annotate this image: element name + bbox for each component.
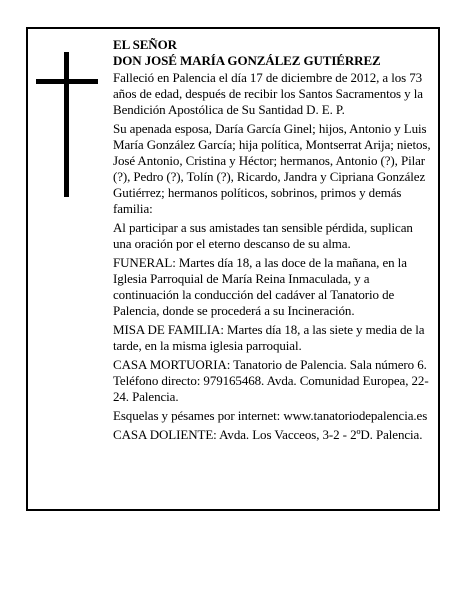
obituary-heading: EL SEÑOR: [113, 37, 177, 52]
family-paragraph: Su apenada esposa, Daría García Ginel; hijos, Antonio y Luis María González García; hija política, Montserrat Arija; nietos, José Antonio, Cristina y Héctor; hermanos, Antonio (?), Pilar (?), Pedro (?), Tolín (?), Ricardo, Jandra y Cipriana González Gutiérrez; hermanos políticos, sobrinos, primos y demás familia:: [113, 121, 431, 216]
obituary-text: [113, 37, 431, 446]
cross-vertical-bar: [64, 52, 69, 197]
cross-horizontal-bar: [36, 79, 98, 84]
family-home-paragraph: CASA DOLIENTE: Avda. Los Vacceos, 3-2 - 2ºD. Palencia.: [113, 427, 423, 442]
deceased-name: DON JOSÉ MARÍA GONZÁLEZ GUTIÉRREZ: [113, 53, 381, 68]
mortuary-paragraph: CASA MORTUORIA: Tanatorio de Palencia. Sala número 6. Teléfono directo: 979165468. Avda. Comunidad Europea, 22-24. Palencia.: [113, 357, 429, 404]
cross-icon: [36, 52, 98, 197]
funeral-paragraph: FUNERAL: Martes día 18, a las doce de la mañana, en la Iglesia Parroquial de María Reina Inmaculada, y a continuación la conducción del cadáver al Tanatorio de Palencia, donde se procederá a su Incineración.: [113, 255, 407, 318]
condolences-paragraph: Esquelas y pésames por internet: www.tanatoriodepalencia.es: [113, 408, 428, 423]
death-notice-paragraph: Falleció en Palencia el día 17 de diciembre de 2012, a los 73 años de edad, después de recibir los Santos Sacramentos y la Bendición Apostólica de Su Santidad D. E. P.: [113, 70, 423, 117]
prayer-request-paragraph: Al participar a sus amistades tan sensible pérdida, suplican una oración por el eterno descanso de su alma.: [113, 220, 413, 251]
family-mass-paragraph: MISA DE FAMILIA: Martes día 18, a las siete y media de la tarde, en la misma iglesia parroquial.: [113, 322, 425, 353]
